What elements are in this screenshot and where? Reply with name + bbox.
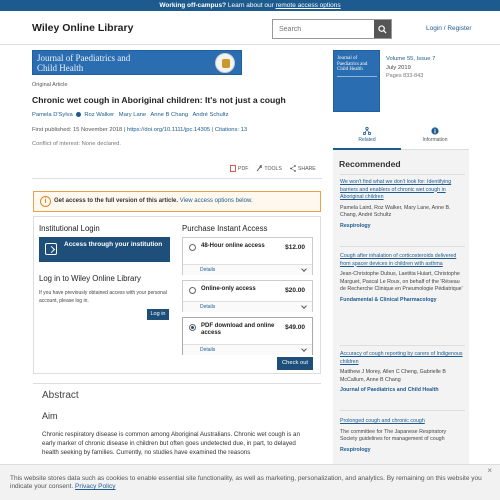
- tools-label: TOOLS: [264, 165, 282, 172]
- related-icon: [363, 127, 371, 135]
- recommended-item: [340, 418, 465, 454]
- share-icon: [290, 165, 296, 172]
- publication-info: First published: 15 November 2018 | https://doi.org/10.1111/jpc.14305 | Citations: 13: [32, 127, 248, 133]
- issue-pages: Pages 833-843: [386, 73, 424, 79]
- share-label: SHARE: [297, 165, 316, 172]
- recommended-authors: The committee for The Japanese Respiratory Society guidelines for management of cough: [340, 428, 447, 442]
- author-link[interactable]: Mary Lane: [118, 112, 147, 119]
- details-label: Details: [200, 347, 216, 353]
- remote-access-bar: [0, 0, 500, 11]
- privacy-policy-link[interactable]: Privacy Policy: [75, 483, 116, 490]
- journal-cover[interactable]: [333, 50, 380, 112]
- recommended-journal[interactable]: Respirology: [340, 222, 371, 229]
- search-icon: [378, 25, 387, 34]
- remote-access-text: Learn about our: [226, 2, 276, 9]
- aim-heading: Aim: [42, 411, 58, 421]
- login-heading: Log in to Wiley Online Library: [39, 274, 141, 283]
- search-box: [272, 19, 392, 39]
- divider: [340, 410, 465, 411]
- remote-access-bold: Working off-campus?: [159, 2, 227, 9]
- institution-access-button[interactable]: [39, 237, 170, 262]
- recommended-journal[interactable]: Journal of Paediatrics and Child Health: [340, 387, 439, 393]
- cookie-banner: [0, 464, 500, 500]
- cookie-text: This website stores data such as cookies to enable essential site functionality, as well as marketing, personalization, and analytics. By remaining on this website you indicate your consent.: [10, 475, 482, 490]
- checkout-button[interactable]: Check out: [277, 357, 313, 370]
- issue-date: July 2019: [386, 65, 411, 71]
- article-title: Chronic wet cough in Aboriginal children: It's not just a cough: [32, 95, 286, 105]
- author-list: [32, 112, 232, 118]
- abstract-heading: Abstract: [42, 390, 79, 401]
- recommended-heading: Recommended: [339, 159, 401, 169]
- chevron-down-icon: [301, 303, 307, 309]
- access-notice-text: Get access to the full version of this article.: [54, 198, 179, 204]
- close-icon[interactable]: ×: [487, 466, 492, 475]
- radio-button-selected[interactable]: [189, 324, 196, 331]
- recommended-authors: Pamela Laird, Roz Walker, Mary Lane, Anne B. Chang, André Schultz: [340, 204, 451, 218]
- journal-banner-line1: Journal of Paediatrics and: [37, 53, 131, 63]
- search-input[interactable]: [273, 20, 376, 38]
- option-details-toggle[interactable]: [183, 301, 312, 312]
- wrench-icon: [256, 165, 262, 172]
- recommended-title-link[interactable]: We won't find what we don't look for: Identifying barriers and enablers of chronic wet cough in Aboriginal children: [340, 179, 452, 200]
- society-seal-icon: [215, 53, 235, 73]
- recommended-authors: Jean-Christophe Dubus, Laetitia Huiart, Christophe Marguet, Pascal Le Roux, on behalf of the 'Réseau de Recherche Clinique en Pneumologie Pédiatrique': [340, 271, 463, 292]
- recommended-journal[interactable]: Respirology: [340, 446, 371, 453]
- details-label: Details: [200, 267, 216, 273]
- chevron-down-icon: [301, 266, 307, 272]
- pdf-icon: [230, 165, 236, 172]
- view-access-options-link[interactable]: View access options below.: [178, 198, 253, 204]
- issue-link[interactable]: Volume 55, Issue 7: [386, 56, 436, 62]
- option-name: Online-only access: [201, 286, 256, 292]
- chevron-down-icon: [301, 346, 307, 352]
- purchase-option-online[interactable]: [182, 280, 313, 312]
- author-link[interactable]: Anne B Chang: [150, 112, 189, 119]
- divider: [340, 246, 465, 247]
- recommended-authors: Matthew J Morey, Allen C Cheng, Gabrielle B McCallum, Anne B Chang: [340, 369, 446, 383]
- recommended-title-link[interactable]: Prolonged cough and chronic cough: [340, 418, 425, 424]
- login-register-link[interactable]: Login / Register: [426, 25, 472, 32]
- remote-access-link[interactable]: remote access options: [275, 2, 341, 9]
- site-logo[interactable]: Wiley Online Library: [32, 22, 134, 34]
- doi-link[interactable]: https://doi.org/10.1111/jpc.14305: [126, 127, 211, 133]
- author-link[interactable]: André Schultz: [192, 112, 229, 119]
- tools-button[interactable]: [256, 165, 282, 172]
- cookie-text-block: [10, 475, 490, 491]
- conflict-of-interest: Conflict of interest: None declared.: [32, 141, 121, 147]
- option-price: $49.00: [285, 324, 305, 331]
- divider: [340, 174, 465, 175]
- purchase-option-48hour[interactable]: [182, 237, 313, 275]
- radio-button[interactable]: [189, 287, 196, 294]
- details-label: Details: [200, 304, 216, 310]
- first-published-label: First published:: [32, 127, 72, 133]
- login-button[interactable]: Log in: [147, 309, 169, 320]
- divider: [32, 178, 322, 179]
- search-button[interactable]: [374, 20, 391, 38]
- login-description: If you have previously obtained access with your personal account, please log in.: [39, 290, 167, 304]
- site-header: [0, 11, 500, 45]
- info-icon: i: [40, 196, 51, 207]
- journal-banner[interactable]: [32, 50, 242, 75]
- article-type: Original Article: [32, 82, 68, 88]
- sidebar-tabs: [333, 122, 469, 150]
- divider: [340, 345, 465, 346]
- author-link[interactable]: Pamela D'Sylva: [32, 112, 73, 119]
- recommended-item: [340, 179, 465, 230]
- option-details-toggle[interactable]: [183, 264, 312, 275]
- purchase-heading: Purchase Instant Access: [182, 224, 268, 233]
- purchase-option-pdf[interactable]: [182, 317, 313, 355]
- journal-banner-line2: Child Health: [37, 63, 84, 73]
- first-published-date: 15 November 2018: [72, 127, 123, 133]
- citations-link[interactable]: Citations: 13: [214, 127, 248, 133]
- institution-access-label: Access through your institution: [64, 241, 163, 248]
- option-name: 48-Hour online access: [201, 243, 265, 249]
- article-tools: [230, 165, 316, 172]
- access-notice: [33, 191, 321, 212]
- pdf-button[interactable]: [230, 165, 248, 172]
- pdf-label: PDF: [238, 165, 249, 172]
- institution-arrow-icon: [45, 243, 57, 255]
- orcid-icon: [76, 112, 81, 117]
- recommended-title-link[interactable]: Accuracy of cough reporting by carers of Indigenous children: [340, 351, 463, 365]
- tab-information[interactable]: [401, 122, 469, 150]
- cover-rule: [337, 76, 377, 77]
- option-price: $20.00: [285, 287, 305, 294]
- option-price: $12.00: [285, 244, 305, 251]
- tab-related[interactable]: [333, 122, 401, 150]
- aim-text: Chronic respiratory disease is common among Aboriginal Australians. Chronic wet cough is an early marker of chronic disease in children but often goes undetected due, in part, to delayed health seeking by families. Currently, no studies have examined the reasons: [42, 431, 300, 456]
- share-button[interactable]: [290, 165, 316, 172]
- tab-related-label: Related: [358, 137, 376, 143]
- recommended-journal[interactable]: Fundamental & Clinical Pharmacology: [340, 296, 437, 303]
- author-link[interactable]: Roz Walker: [84, 112, 115, 119]
- institutional-login-heading: Institutional Login: [39, 224, 100, 233]
- recommended-item: [340, 351, 465, 395]
- radio-button[interactable]: [189, 244, 196, 251]
- option-name: PDF download and online access: [201, 323, 275, 336]
- option-details-toggle[interactable]: [183, 344, 312, 355]
- tab-information-label: Information: [422, 137, 448, 143]
- recommended-item: [340, 253, 465, 304]
- recommended-title-link[interactable]: Cough after inhalation of corticosteroids delivered from spacer devices in children with asthma: [340, 253, 457, 267]
- cover-title: Journal of Paediatrics and Child Health: [337, 56, 368, 72]
- info-icon: [431, 127, 439, 135]
